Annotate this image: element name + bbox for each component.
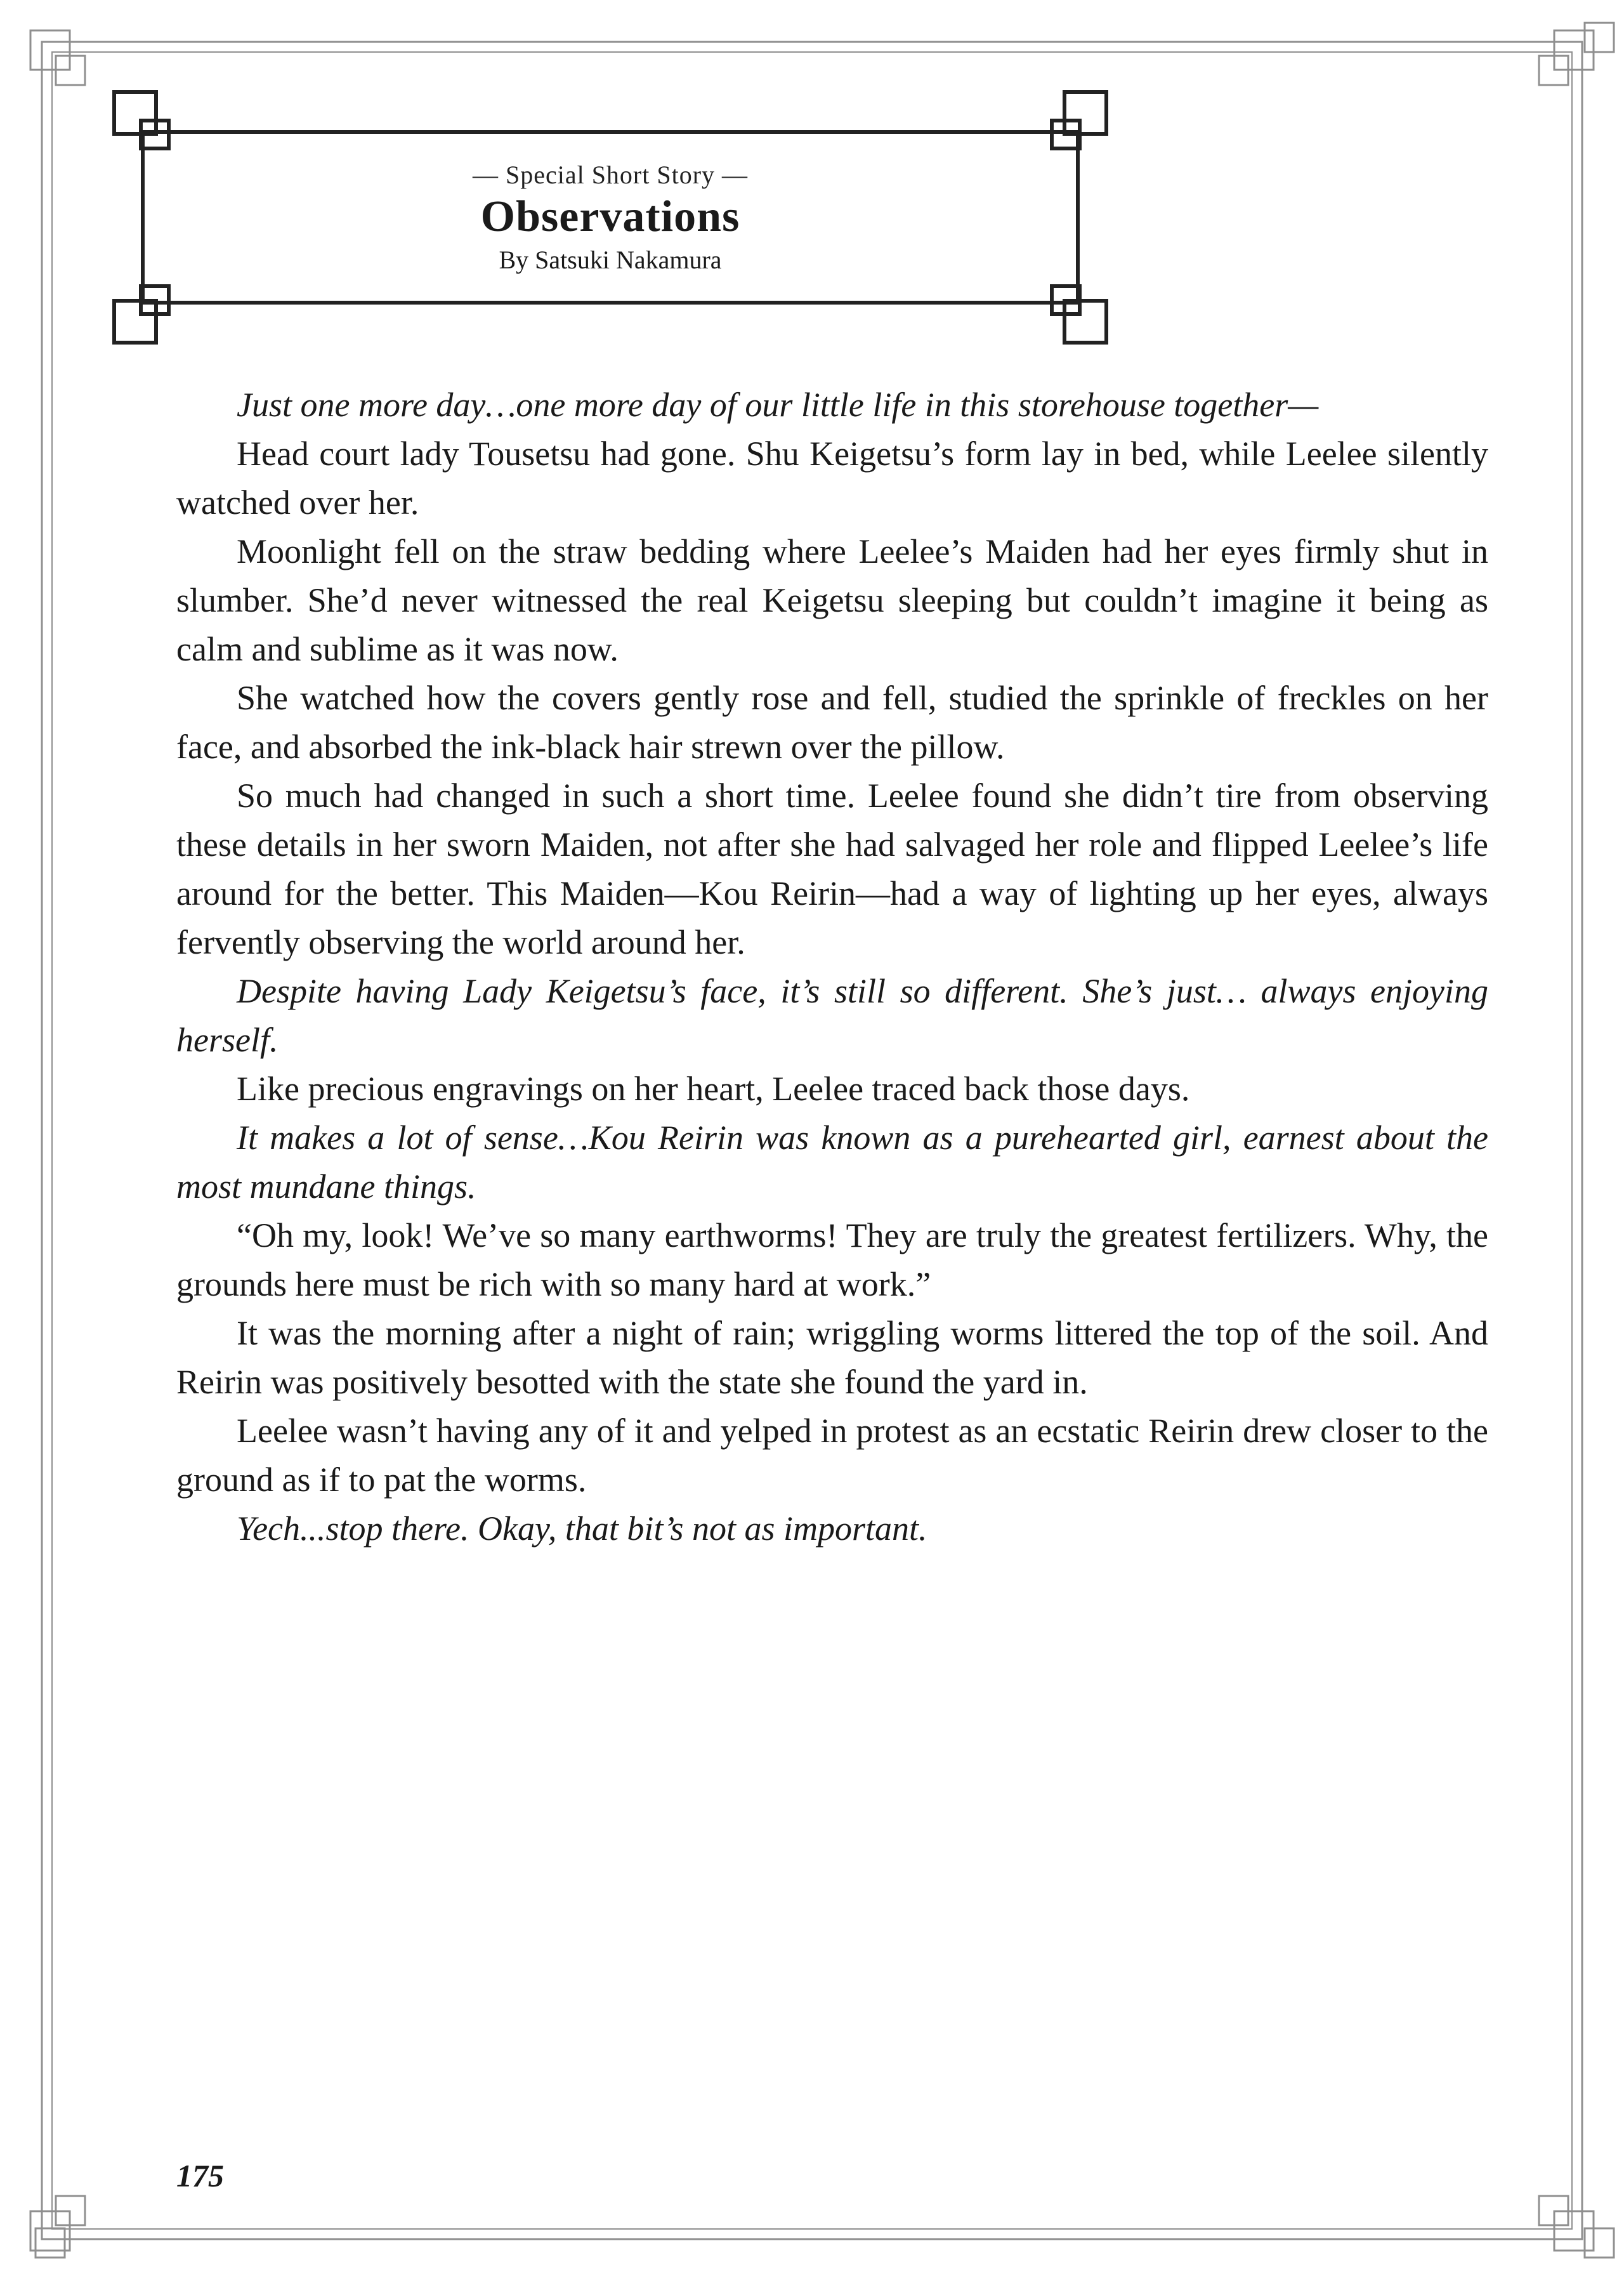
story-paragraph: Head court lady Tousetsu had gone. Shu Keigetsu’s form lay in bed, while Leelee silently watched over her. [176, 435, 1488, 522]
story-paragraph: Moonlight fell on the straw bedding where Leelee’s Maiden had her eyes firmly shut in slumber. She’d never witnessed the real Keigetsu sleeping but couldn’t imagine it being as calm and sublime as it was now. [176, 532, 1488, 668]
page-title: Observations [480, 192, 740, 241]
story-paragraph: Despite having Lady Keigetsu’s face, it’s still so different. She’s just… always enjoying herself. [176, 972, 1488, 1059]
story-paragraph: Leelee wasn’t having any of it and yelped in protest as an ecstatic Reirin drew closer to the ground as if to pat the worms. [176, 1412, 1488, 1499]
story-paragraph: It was the morning after a night of rain; wriggling worms littered the top of the soil. And Reirin was positively besotted with the state she found the yard in. [176, 1314, 1488, 1401]
story-paragraph: “Oh my, look! We’ve so many earthworms! They are truly the greatest fertilizers. Why, the grounds here must be rich with so many hard at work.” [176, 1216, 1488, 1303]
story-paragraph: Just one more day…one more day of our little life in this storehouse together— [237, 386, 1319, 424]
story-paragraph: So much had changed in such a short time. Leelee found she didn’t tire from observing these details in her sworn Maiden, not after she had salvaged her role and flipped Leelee’s life around for the better. This Maiden—Kou Reirin—had a way of lighting up her eyes, always fervently observing the world around her. [176, 777, 1488, 961]
story-byline: By Satsuki Nakamura [499, 246, 722, 275]
story-body [176, 381, 1488, 1553]
page-number: 175 [176, 2158, 224, 2193]
story-title-box [141, 130, 1080, 305]
story-paragraph: Like precious engravings on her heart, Leelee traced back those days. [237, 1070, 1190, 1108]
story-paragraph: She watched how the covers gently rose and fell, studied the sprinkle of freckles on her face, and absorbed the ink-black hair strewn over the pillow. [176, 679, 1488, 766]
story-kicker: — Special Short Story — [472, 160, 749, 189]
story-paragraph: It makes a lot of sense…Kou Reirin was known as a purehearted girl, earnest about the most mundane things. [176, 1119, 1488, 1206]
story-paragraph: Yech...stop there. Okay, that bit’s not as important. [237, 1509, 927, 1548]
